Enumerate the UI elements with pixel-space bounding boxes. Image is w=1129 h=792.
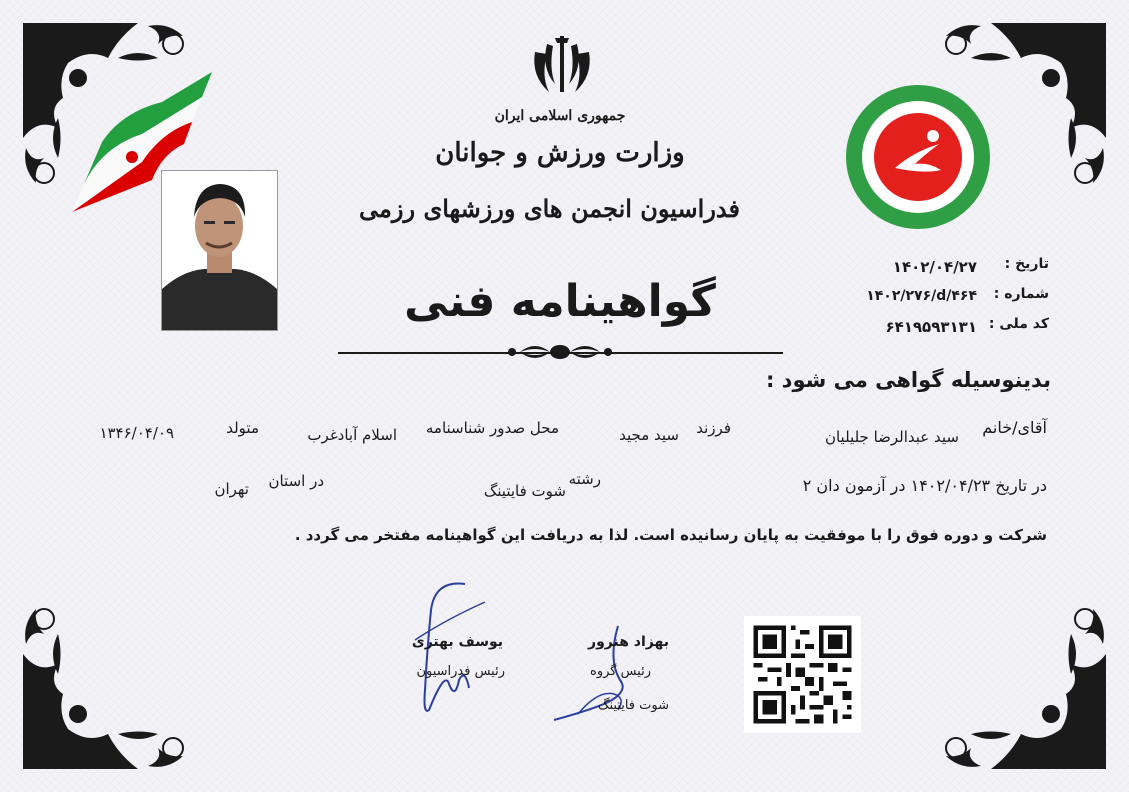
head-signature: [405, 580, 495, 720]
divider-ornament: [490, 340, 630, 364]
iran-emblem: [527, 32, 597, 102]
intro-text: بدینوسیله گواهی می شود :: [765, 368, 1051, 392]
father-name: سید مجید: [619, 426, 679, 444]
federation-name: فدراسیون انجمن های ورزشهای رزمی: [359, 194, 740, 223]
national-id-value: ۶۴۱۹۵۹۳۱۳۱: [885, 318, 977, 336]
holder-photo: [161, 170, 278, 331]
ministry-name: وزارت ورزش و جوانان: [435, 138, 685, 168]
birthplace-value: اسلام آبادغرب: [307, 426, 397, 444]
corner-ornament-bottom-right: [911, 574, 1111, 774]
birthplace-label: محل صدور شناسنامه: [425, 419, 559, 437]
group-title: رئیس گروه: [590, 664, 651, 679]
completion-text: شرکت و دوره فوق را با موفقیت به پایان رسانیده است. لذا به دریافت این گواهینامه مفتخر می گردد .: [294, 526, 1047, 544]
head-title: رئیس فدراسیون: [416, 664, 505, 679]
field-value: شوت فایتینگ: [483, 482, 566, 500]
holder-name: سید عبدالرضا جلیلیان: [824, 428, 959, 446]
date-value: ۱۴۰۲/۰۴/۲۷: [892, 258, 977, 276]
federation-logo: [843, 82, 993, 232]
national-id-label: کد ملی :: [988, 316, 1049, 332]
corner-ornament-bottom-left: [18, 574, 218, 774]
group-field: شوت فایتینگ: [597, 698, 669, 713]
head-name: یوسف بهتری: [411, 634, 503, 650]
group-name: بهزاد هنرور: [588, 634, 669, 650]
certificate-title: گواهینامه فنی: [404, 276, 716, 327]
number-label: شماره :: [993, 286, 1049, 302]
province-value: تهران: [214, 480, 249, 498]
born-label: متولد: [226, 419, 259, 437]
born-date: ۱۳۴۶/۰۴/۰۹: [99, 424, 174, 442]
number-value: ۱۴۰۲/۲۷۶/d/۴۶۴: [866, 288, 977, 304]
province-label: در استان: [268, 472, 324, 490]
date-label: تاریخ :: [1004, 256, 1049, 272]
mr-mrs-label: آقای/خانم: [982, 418, 1047, 437]
exam-text: در تاریخ ۱۴۰۲/۰۴/۲۳ در آزمون دان ۲: [802, 476, 1047, 495]
country-name: جمهوری اسلامی ایران: [494, 108, 626, 124]
field-label: رشته: [568, 470, 601, 488]
father-label: فرزند: [696, 419, 731, 437]
qr-code[interactable]: [744, 616, 861, 733]
